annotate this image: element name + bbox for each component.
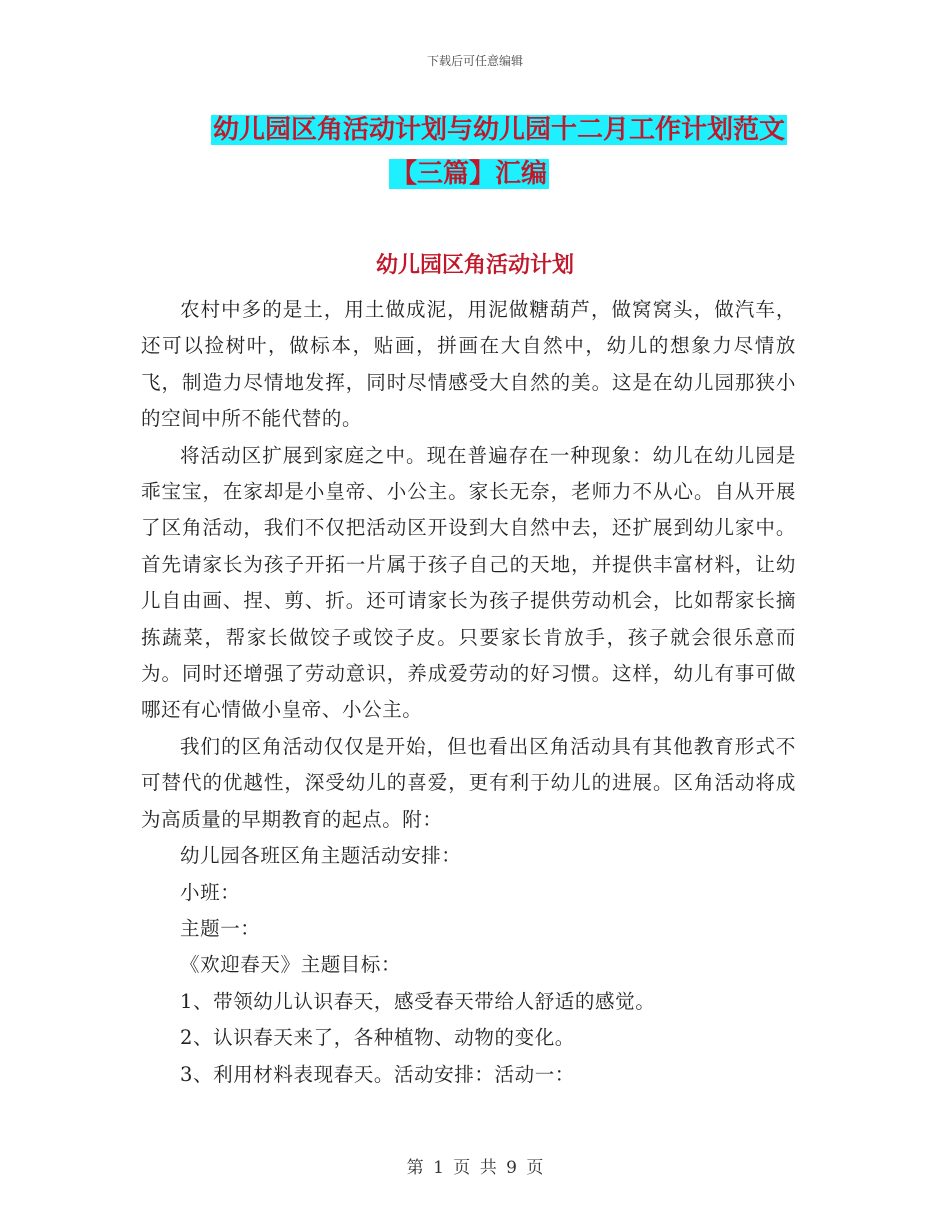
header-note: 下载后可任意编辑 xyxy=(426,54,523,68)
list-item: 小班： xyxy=(180,880,241,904)
list-item: 主题一： xyxy=(180,916,261,940)
page-footer: 第 1 页 共 9 页 xyxy=(406,1158,544,1178)
title-highlight-2: 【三篇】汇编 xyxy=(390,159,547,189)
section-heading: 幼儿园区角活动计划 xyxy=(375,253,574,278)
title-highlight-1: 幼儿园区角活动计划与幼儿园十二月工作计划范文 xyxy=(212,115,785,145)
paragraph-1: 农村中多的是土，用土做成泥，用泥做糖葫芦，做窝窝头，做汽车，还可以捡树叶，做标本，贴画，拼画在大自然中，幼儿的想象力尽情放飞，制造力尽情地发挥，同时尽情感受大自然的美。这是在幼儿园那狭小的空间中所不能代替的。 xyxy=(141,298,796,431)
paragraph-2: 将活动区扩展到家庭之中。现在普遍存在一种现象：幼儿在幼儿园是乖宝宝，在家却是小皇帝、小公主。家长无奈，老师力不从心。自从开展了区角活动，我们不仅把活动区开设到大自然中去，还扩展到幼儿家中。首先请家长为孩子开拓一片属于孩子自己的天地，并提供丰富材料，让幼儿自由画、捏、剪、折。还可请家长为孩子提供劳动机会，比如帮家长摘拣蔬菜，帮家长做饺子或饺子皮。只要家长肯放手，孩子就会很乐意而为。同时还增强了劳动意识，养成爱劳动的好习惯。这样，幼儿有事可做哪还有心情做小皇帝、小公主。 xyxy=(141,443,796,722)
list-item: 《欢迎春天》主题目标： xyxy=(180,953,402,977)
document-title-line-2 xyxy=(0,154,944,194)
list-item: 1、带领幼儿认识春天，感受春天带给人舒适的感觉。 xyxy=(180,989,656,1013)
list-item: 幼儿园各班区角主题活动安排： xyxy=(180,844,462,868)
document-title-line-1 xyxy=(24,110,950,150)
paragraph-3: 我们的区角活动仅仅是开始，但也看出区角活动具有其他教育形式不可替代的优越性，深受幼儿的喜爱，更有利于幼儿的进展。区角活动将成为高质量的早期教育的起点。附： xyxy=(141,734,796,831)
list-item: 2、认识春天来了，各种植物、动物的变化。 xyxy=(180,1026,575,1050)
document-body xyxy=(141,292,796,1093)
list-item: 3、利用材料表现春天。活动安排：活动一： xyxy=(180,1062,575,1086)
